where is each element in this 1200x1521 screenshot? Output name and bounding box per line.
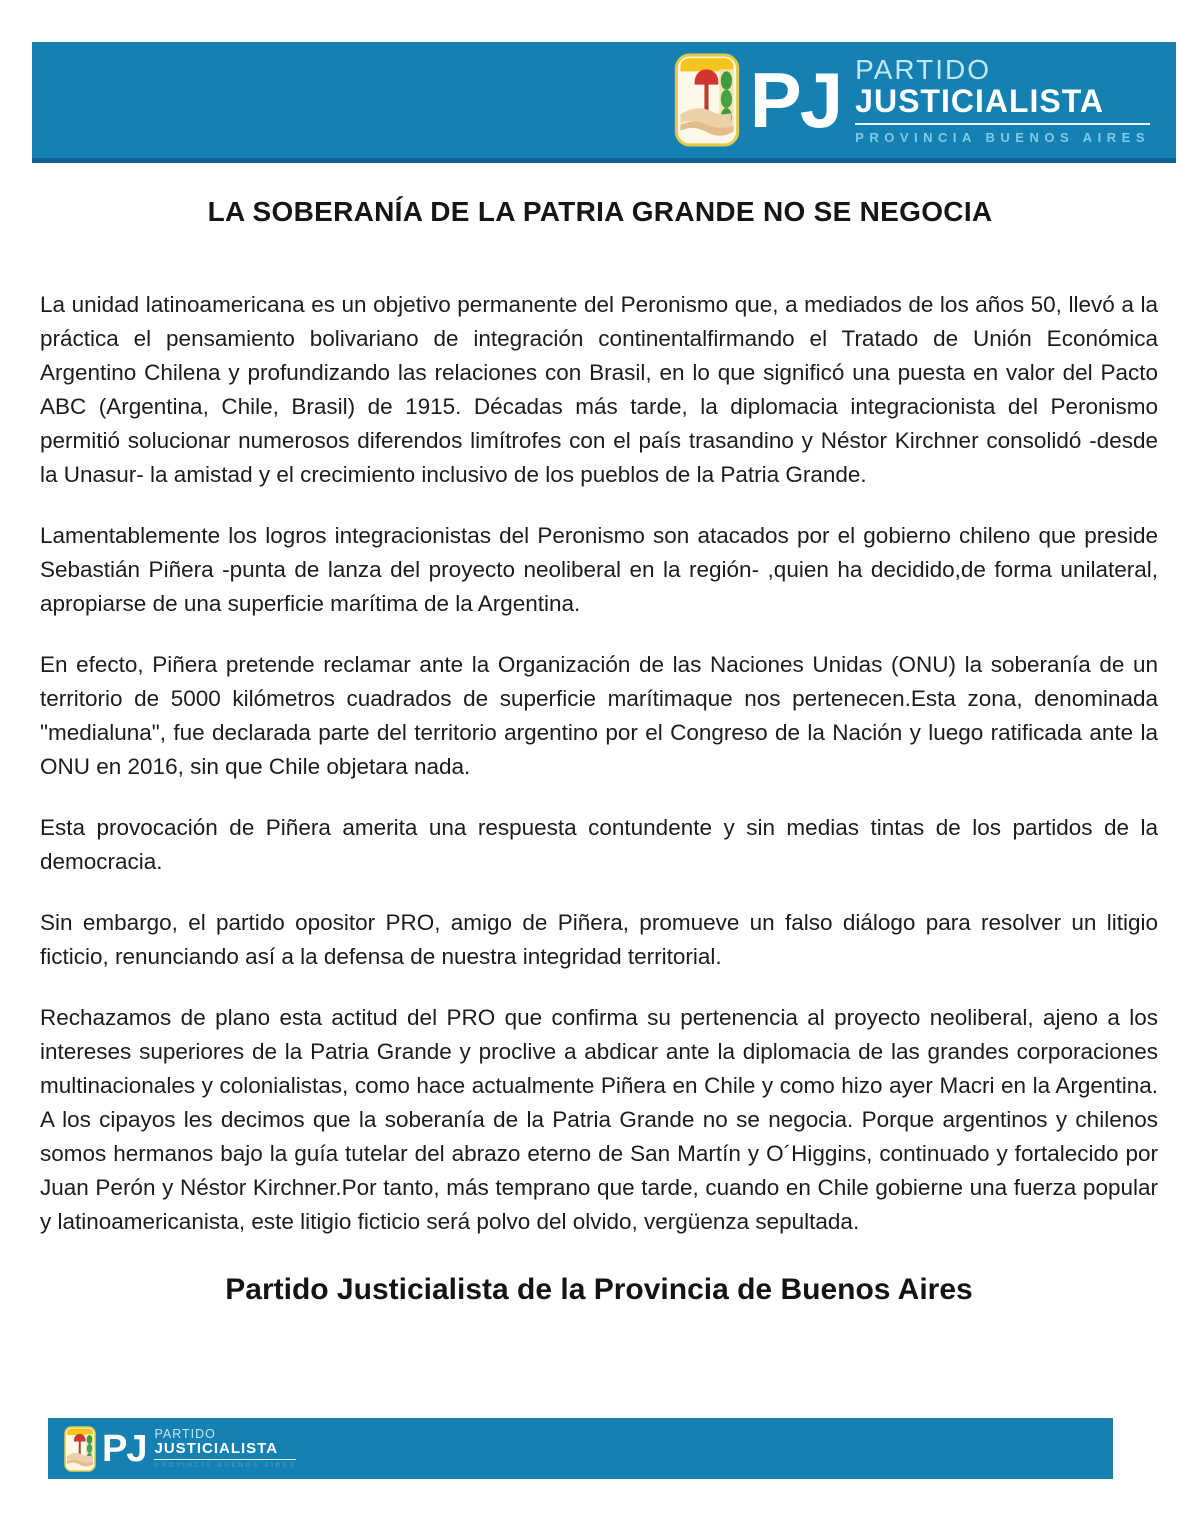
logo-provincia-label: PROVINCIA BUENOS AIRES: [855, 130, 1150, 146]
footer-banner: [48, 1418, 1113, 1479]
paragraph: Lamentablemente los logros integracionistas del Peronismo son atacados por el gobierno chileno que preside Sebastián Piñera -punta de lanza del proyecto neoliberal en la región- ,quien ha decidido,de forma unilateral, apropiarse de una superficie marítima de la Argentina.: [40, 523, 1158, 616]
paragraph-list: [40, 288, 1158, 1239]
logo-partido-label: PARTIDO: [855, 53, 992, 85]
pj-wordmark: [855, 55, 1150, 146]
pj-shield-icon: [64, 1426, 96, 1472]
pj-logo: [674, 53, 1150, 147]
header-banner: [32, 42, 1176, 163]
paragraph: En efecto, Piñera pretende reclamar ante la Organización de las Naciones Unidas (ONU) la soberanía de un territorio de 5000 kilómetros cuadrados de superficie marítimaque nos pertenecen.Esta zona, denominada "medialuna", fue declarada parte del territorio argentino por el Congreso de la Nación y luego ratificada ante la ONU en 2016, sin que Chile objetara nada.: [40, 652, 1158, 779]
paragraph: Esta provocación de Piñera amerita una respuesta contundente y sin medias tintas de los partidos de la democracia.: [40, 815, 1158, 874]
footer-partido-label: PARTIDO: [154, 1427, 216, 1442]
pj-monogram: PJ: [749, 56, 842, 144]
document-title: LA SOBERANÍA DE LA PATRIA GRANDE NO SE NEGOCIA: [207, 196, 993, 227]
document-body: [40, 288, 1158, 1307]
signature-line: Partido Justicialista de la Provincia de Buenos Aires: [225, 1273, 973, 1306]
paragraph: Sin embargo, el partido opositor PRO, amigo de Piñera, promueve un falso diálogo para resolver un litigio ficticio, renunciando así a la defensa de nuestra integridad territorial.: [40, 910, 1158, 969]
pj-wordmark-footer: [154, 1428, 296, 1469]
logo-justicialista-label: JUSTICIALISTA: [855, 84, 1150, 125]
pj-monogram-footer: PJ: [102, 1427, 147, 1470]
footer-provincia-label: PROVINCIA BUENOS AIRES: [154, 1461, 297, 1469]
pj-logo-footer: [64, 1426, 296, 1472]
pj-shield-icon: [674, 53, 740, 147]
paragraph: La unidad latinoamericana es un objetivo permanente del Peronismo que, a mediados de los años 50, llevó a la práctica el pensamiento bolivariano de integración continentalfirmando el Tratado de Unión Económica Argentino Chilena y profundizando las relaciones con Brasil, en lo que significó una puesta en valor del Pacto ABC (Argentina, Chile, Brasil) de 1915. Décadas más tarde, la diplomacia integracionista del Peronismo permitió solucionar numerosos diferendos limítrofes con el país trasandino y Néstor Kirchner consolidó -desde la Unasur- la amistad y el crecimiento inclusivo de los pueblos de la Patria Grande.: [40, 292, 1158, 487]
paragraph: Rechazamos de plano esta actitud del PRO que confirma su pertenencia al proyecto neoliberal, ajeno a los intereses superiores de la Patria Grande y proclive a abdicar ante la diplomacia de las grandes corporaciones multinacionales y colonialistas, como hace actualmente Piñera en Chile y como hizo ayer Macri en la Argentina. A los cipayos les decimos que la soberanía de la Patria Grande no se negocia. Porque argentinos y chilenos somos hermanos bajo la guía tutelar del abrazo eterno de San Martín y O´Higgins, continuado y fortalecido por Juan Perón y Néstor Kirchner.Por tanto, más temprano que tarde, cuando en Chile gobierne una fuerza popular y latinoamericanista, este litigio ficticio será polvo del olvido, vergüenza sepultada.: [40, 1005, 1158, 1234]
footer-justicialista-label: JUSTICIALISTA: [154, 1441, 296, 1460]
